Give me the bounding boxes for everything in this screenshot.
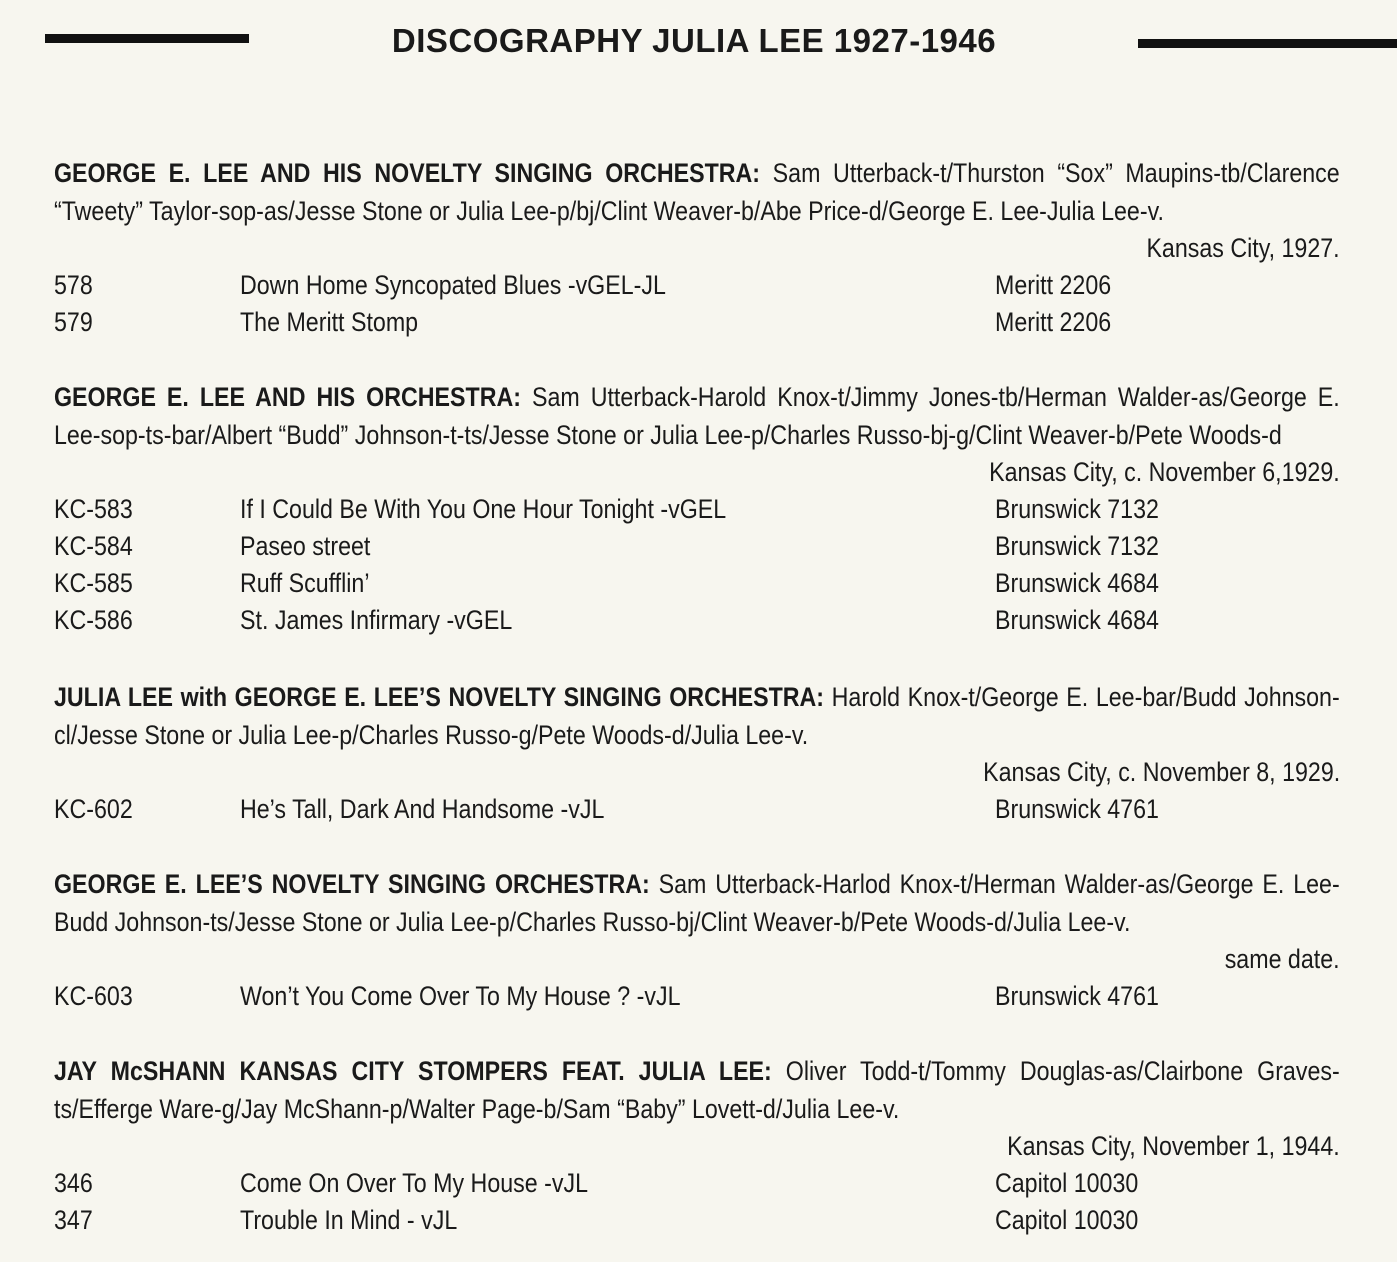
record-label: Capitol 10030 — [995, 1205, 1139, 1235]
session-personnel — [54, 1052, 1340, 1128]
matrix-number: 347 — [54, 1205, 93, 1235]
record-label: Brunswick 7132 — [995, 531, 1159, 561]
track-title: Come On Over To My House -vJL — [240, 1168, 588, 1198]
session-personnel — [54, 678, 1340, 754]
personnel-list: Harold Knox-t/George E. Lee-bar/Budd Johnson-cl/Jesse Stone or Julia Lee-p/Charles Russo-g/Pete Woods-d/Julia Lee-v. — [54, 682, 1340, 750]
track-title: St. James Infirmary -vGEL — [240, 605, 513, 635]
session-5 — [54, 1052, 1340, 1239]
matrix-number: 578 — [54, 270, 93, 300]
track-row — [54, 1165, 1340, 1202]
track-row — [54, 791, 1340, 828]
personnel-list: Sam Utterback-t/Thurston “Sox” Maupins-tb/Clarence “Tweety” Taylor-sop-as/Jesse Stone or Julia Lee-p/bj/Clint Weaver-b/Abe Price-d/George E. Lee-Julia Lee-v. — [54, 158, 1340, 226]
record-label: Brunswick 4761 — [995, 794, 1159, 824]
track-row — [54, 528, 1340, 565]
session-3 — [54, 678, 1340, 828]
record-label: Meritt 2206 — [995, 307, 1112, 337]
matrix-number: KC-583 — [54, 494, 133, 524]
recording-place-date: Kansas City, c. November 8, 1929. — [982, 757, 1340, 787]
track-title: Paseo street — [240, 531, 371, 561]
personnel-list: Oliver Todd-t/Tommy Douglas-as/Clairbone Graves-ts/Efferge Ware-g/Jay McShann-p/Walter Page-b/Sam “Baby” Lovett-d/Julia Lee-v. — [54, 1056, 1340, 1124]
recording-place-date: Kansas City, 1927. — [1146, 233, 1340, 263]
track-title: Down Home Syncopated Blues -vGEL-JL — [240, 270, 666, 300]
record-label: Capitol 10030 — [995, 1168, 1139, 1198]
record-label: Brunswick 4684 — [995, 568, 1159, 598]
band-name: GEORGE E. LEE’S NOVELTY SINGING ORCHESTRA: — [54, 869, 650, 899]
session-personnel — [54, 154, 1340, 230]
personnel-list: Sam Utterback-Harold Knox-t/Jimmy Jones-tb/Herman Walder-as/George E. Lee-sop-ts-bar/Albert “Budd” Johnson-t-ts/Jesse Stone or Julia Lee-p/Charles Russo-bj-g/Clint Weaver-b/Pete Woods-d — [54, 382, 1340, 450]
track-row — [54, 565, 1340, 602]
track-row — [54, 267, 1340, 304]
record-label: Meritt 2206 — [995, 270, 1112, 300]
recording-place-date: Kansas City, c. November 6,1929. — [989, 457, 1340, 487]
header-rule-left — [45, 34, 249, 43]
session-2 — [54, 378, 1340, 639]
matrix-number: KC-602 — [54, 794, 133, 824]
header-rule-right — [1138, 39, 1397, 48]
track-row — [54, 602, 1340, 639]
session-4 — [54, 865, 1340, 1015]
track-row — [54, 491, 1340, 528]
matrix-number: KC-586 — [54, 605, 133, 635]
track-title: Trouble In Mind - vJL — [240, 1205, 458, 1235]
track-title: If I Could Be With You One Hour Tonight -vGEL — [240, 494, 727, 524]
recording-place-date: Kansas City, November 1, 1944. — [1007, 1131, 1340, 1161]
band-name: JAY McSHANN KANSAS CITY STOMPERS FEAT. JULIA LEE: — [54, 1056, 772, 1086]
matrix-number: KC-603 — [54, 981, 133, 1011]
record-label: Brunswick 7132 — [995, 494, 1159, 524]
band-name: GEORGE E. LEE AND HIS NOVELTY SINGING ORCHESTRA: — [54, 158, 761, 188]
track-row — [54, 1202, 1340, 1239]
track-title: Ruff Scufflin’ — [240, 568, 370, 598]
page-title: DISCOGRAPHY JULIA LEE 1927-1946 — [391, 22, 997, 59]
session-personnel — [54, 865, 1340, 941]
matrix-number: KC-585 — [54, 568, 133, 598]
record-label: Brunswick 4684 — [995, 605, 1159, 635]
track-title: The Meritt Stomp — [240, 307, 419, 337]
matrix-number: 346 — [54, 1168, 93, 1198]
track-row — [54, 304, 1340, 341]
session-1 — [54, 154, 1340, 341]
track-row — [54, 978, 1340, 1015]
band-name: JULIA LEE with GEORGE E. LEE’S NOVELTY SINGING ORCHESTRA: — [54, 682, 825, 712]
track-title: He’s Tall, Dark And Handsome -vJL — [240, 794, 605, 824]
matrix-number: KC-584 — [54, 531, 133, 561]
matrix-number: 579 — [54, 307, 93, 337]
recording-place-date: same date. — [1225, 944, 1340, 974]
track-title: Won’t You Come Over To My House ? -vJL — [240, 981, 681, 1011]
record-label: Brunswick 4761 — [995, 981, 1159, 1011]
personnel-list: Sam Utterback-Harlod Knox-t/Herman Walder-as/George E. Lee-Budd Johnson-ts/Jesse Stone or Julia Lee-p/Charles Russo-bj/Clint Weaver-b/Pete Woods-d/Julia Lee-v. — [54, 869, 1340, 937]
session-personnel — [54, 378, 1340, 454]
band-name: GEORGE E. LEE AND HIS ORCHESTRA: — [54, 382, 521, 412]
